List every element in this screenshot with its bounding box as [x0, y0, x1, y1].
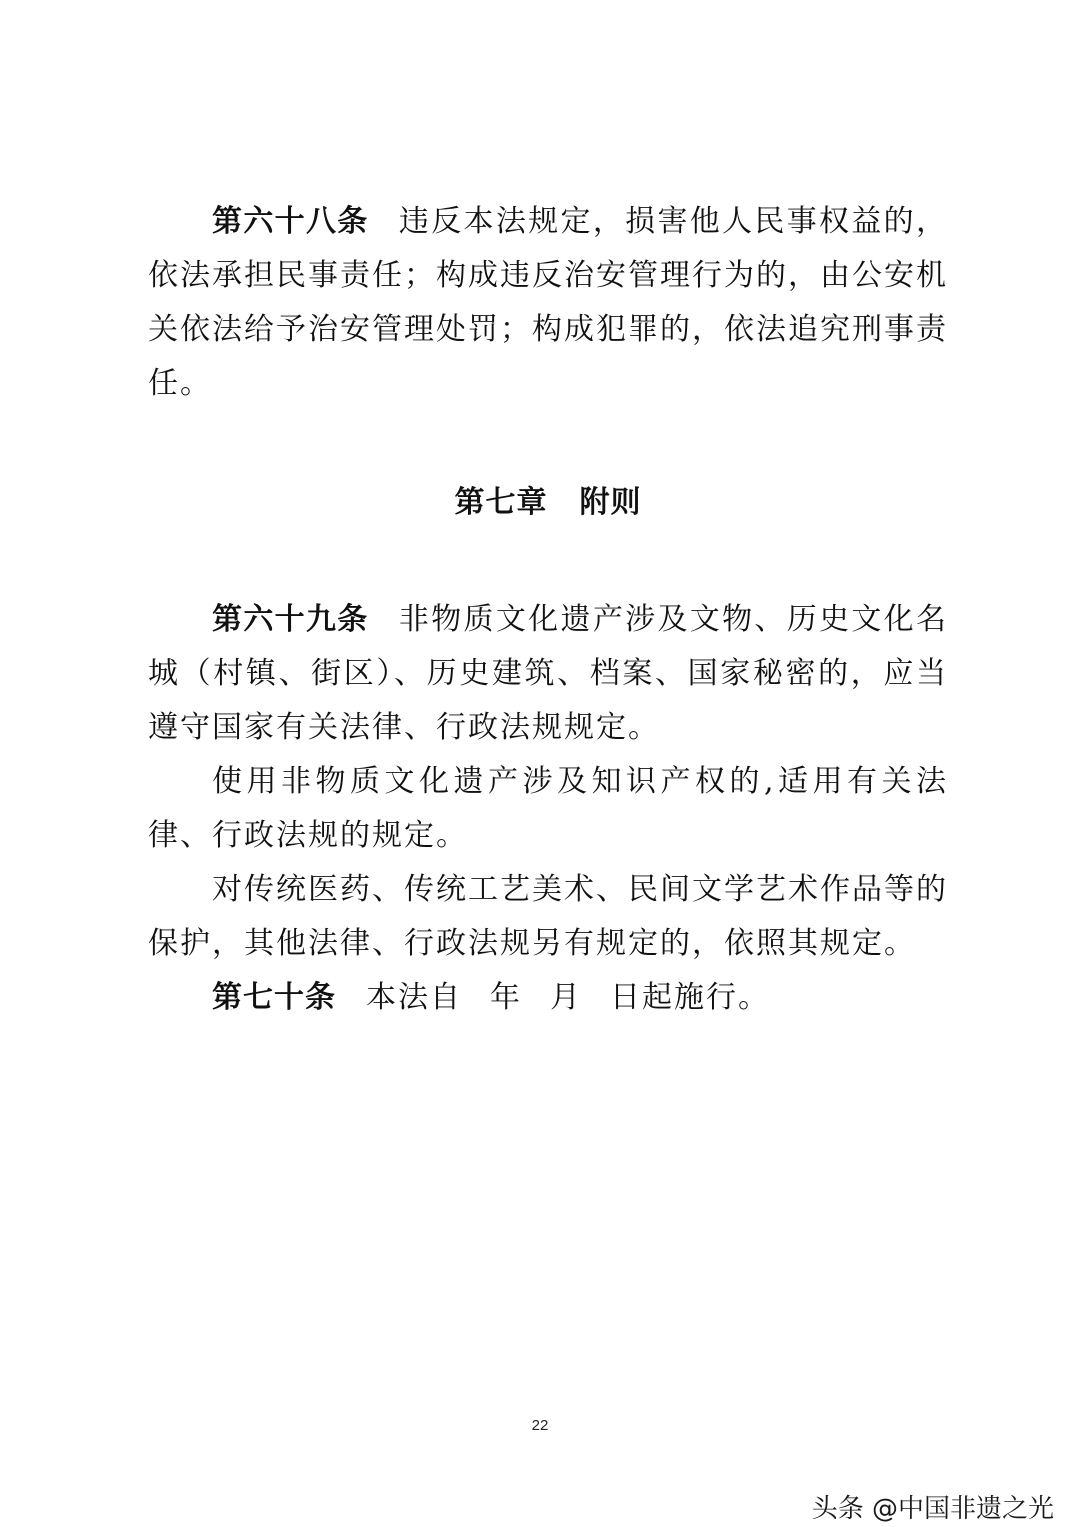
article-69: [148, 593, 948, 755]
chapter-number: 第七章: [454, 485, 548, 520]
page-number: 22: [531, 1417, 549, 1434]
article-68-heading: 第六十八条: [212, 204, 369, 239]
article-70-text-after: 日起施行。: [610, 980, 770, 1015]
page-content: [148, 195, 948, 1025]
chapter-heading: [148, 483, 948, 523]
article-70-year-unit: 年: [490, 980, 522, 1015]
article-69-paragraph-2: 使用非物质文化遗产涉及知识产权的,适用有关法律、行政法规的规定。: [148, 764, 948, 853]
article-70-month-unit: 月: [550, 980, 582, 1015]
article-69-heading: 第六十九条: [212, 602, 369, 637]
article-68: [148, 195, 948, 411]
article-70-text-before: 本法自: [366, 980, 462, 1015]
article-70-heading: 第七十条: [212, 980, 336, 1015]
article-68-text: 违反本法规定，损害他人民事权益的，依法承担民事责任；构成违反治安管理行为的，由公安机关依法给予治安管理处罚；构成犯罪的，依法追究刑事责任。: [148, 204, 949, 401]
watermark: 头条 @中国非遗之光: [811, 1494, 1054, 1524]
article-70: [148, 971, 948, 1025]
chapter-title: 附则: [579, 485, 642, 520]
article-69-paragraph-3: 对传统医药、传统工艺美术、民间文学艺术作品等的保护，其他法律、行政法规另有规定的，依照其规定。: [148, 872, 948, 961]
article-69-text: 非物质文化遗产涉及文物、历史文化名城（村镇、街区）、历史建筑、档案、国家秘密的，应当遵守国家有关法律、行政法规规定。: [148, 602, 949, 745]
